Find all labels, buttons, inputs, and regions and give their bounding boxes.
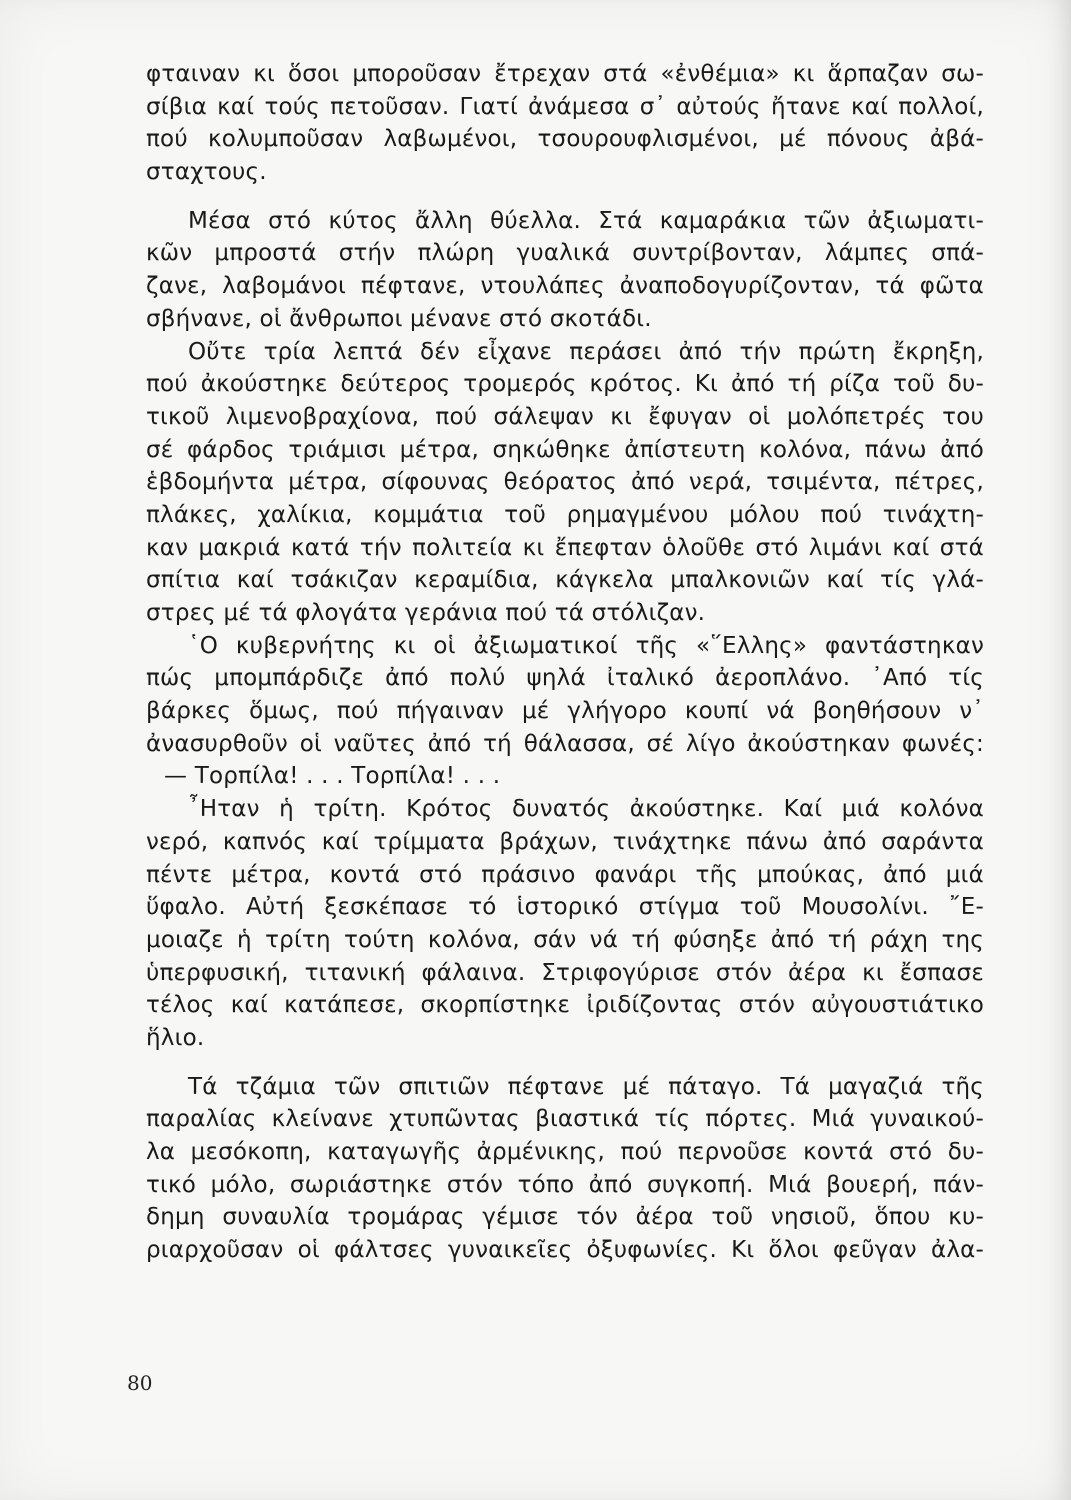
text-line: μοιαζε ἡ τρίτη τούτη κολόνα, σάν νά τή φύσηξε ἀπό τή ράχη της (146, 926, 984, 953)
text-line: πού κολυμποῦσαν λαβωμένοι, τσουρουφλισμένοι, μέ πόνους ἀβά- (146, 126, 984, 153)
text-line: τέλος καί κατάπεσε, σκορπίστηκε ἰριδίζοντας στόν αὐγουστιάτικο (146, 992, 984, 1019)
text-line: φταιναν κι ὅσοι μποροῦσαν ἔτρεχαν στά «ἐνθέμια» κι ἅρπαζαν σω- (146, 61, 984, 87)
text-line: ὕφαλο. Αὐτή ξεσκέπασε τό ἱστορικό στίγμα τοῦ Μουσολίνι. ῎Ε- (146, 894, 984, 921)
text-line: πλάκες, χαλίκια, κομμάτια τοῦ ρημαγμένου μόλου πού τινάχτη- (146, 501, 984, 528)
page-number: 80 (127, 1371, 153, 1395)
text-line: δημη συναυλία τρομάρας γέμισε τόν ἀέρα τοῦ νησιοῦ, ὅπου κυ- (146, 1204, 984, 1231)
paragraph-gap (146, 1055, 984, 1071)
text-line: κῶν μπροστά στήν πλώρη γυαλικά συντρίβονταν, λάμπες σπά- (146, 240, 984, 267)
text-line: λα μεσόκοπη, καταγωγῆς ἀρμένικης, πού περνοῦσε κοντά στό δυ- (146, 1139, 984, 1165)
text-line: σταχτους. (146, 159, 267, 186)
text-line: Τά τζάμια τῶν σπιτιῶν πέφτανε μέ πάταγο. Τά μαγαζιά τῆς (188, 1073, 984, 1100)
text-line: σπίτια καί τσάκιζαν κεραμίδια, κάγκελα μπαλκονιῶν καί τίς γλά- (146, 567, 984, 594)
text-line: νερό, καπνός καί τρίμματα βράχων, τινάχτηκε πάνω ἀπό σαράντα (146, 828, 984, 855)
text-line: ῾Ο κυβερνήτης κι οἱ ἀξιωματικοί τῆς «῞Ελλης» φαντάστηκαν (188, 632, 984, 659)
text-line: ἥλιο. (146, 1024, 205, 1051)
dialogue-line: — Τορπίλα! . . . Τορπίλα! . . . (164, 763, 501, 790)
text-line: Οὔτε τρία λεπτά δέν εἶχανε περάσει ἀπό τήν πρώτη ἔκρηξη, (188, 338, 984, 365)
paragraph-gap (146, 189, 984, 205)
text-line: σέ φάρδος τριάμισι μέτρα, σηκώθηκε ἀπίστευτη κολόνα, πάνω ἀπό (146, 436, 984, 463)
body-text (146, 58, 984, 1267)
text-line: καν μακριά κατά τήν πολιτεία κι ἔπεφταν ὁλοῦθε στό λιμάνι καί στά (146, 534, 984, 561)
text-line: ὑπερφυσική, τιτανική φάλαινα. Στριφογύρισε στόν ἀέρα κι ἔσπασε (146, 959, 984, 986)
text-line: σβήνανε, οἱ ἄνθρωποι μένανε στό σκοτάδι. (146, 305, 652, 332)
text-line: στρες μέ τά φλογάτα γεράνια πού τά στόλιζαν. (146, 600, 706, 626)
text-line: ριαρχοῦσαν οἱ φάλτσες γυναικεῖες ὀξυφωνίες. Κι ὅλοι φεῦγαν ἀλα- (146, 1237, 984, 1264)
text-line: ῏Ηταν ἡ τρίτη. Κρότος δυνατός ἀκούστηκε. Καί μιά κολόνα (188, 796, 984, 823)
text-line: ἑβδομήντα μέτρα, σίφουνας θεόρατος ἀπό νερά, τσιμέντα, πέτρες, (146, 469, 984, 496)
text-line: τικό μόλο, σωριάστηκε στόν τόπο ἀπό συγκοπή. Μιά βουερή, πάν- (146, 1171, 984, 1198)
text-line: παραλίας κλείνανε χτυπῶντας βιαστικά τίς πόρτες. Μιά γυναικού- (146, 1106, 984, 1133)
text-line: πώς μπομπάρδιζε ἀπό πολύ ψηλά ἰταλικό ἀεροπλάνο. ᾽Από τίς (146, 665, 984, 692)
text-line: ἀνασυρθοῦν οἱ ναῦτες ἀπό τή θάλασσα, σέ λίγο ἀκούστηκαν φωνές: (146, 730, 984, 757)
text-line: ζανε, λαβομάνοι πέφτανε, ντουλάπες ἀναποδογυρίζονταν, τά φῶτα (146, 273, 984, 300)
text-line: σίβια καί τούς πετοῦσαν. Γιατί ἀνάμεσα σ᾽ αὐτούς ἤτανε καί πολλοί, (146, 93, 984, 120)
text-line: πού ἀκούστηκε δεύτερος τρομερός κρότος. Κι ἀπό τή ρίζα τοῦ δυ- (146, 371, 984, 398)
text-line: βάρκες ὅμως, πού πήγαιναν μέ γλήγορο κουπί νά βοηθήσουν ν᾽ (146, 698, 984, 725)
text-line: πέντε μέτρα, κοντά στό πράσινο φανάρι τῆς μπούκας, ἀπό μιά (146, 861, 984, 888)
text-line: τικοῦ λιμενοβραχίονα, πού σάλεψαν κι ἔφυγαν οἱ μολόπετρές του (146, 403, 984, 430)
text-line: Μέσα στό κύτος ἄλλη θύελλα. Στά καμαράκια τῶν ἀξιωματι- (188, 207, 984, 234)
